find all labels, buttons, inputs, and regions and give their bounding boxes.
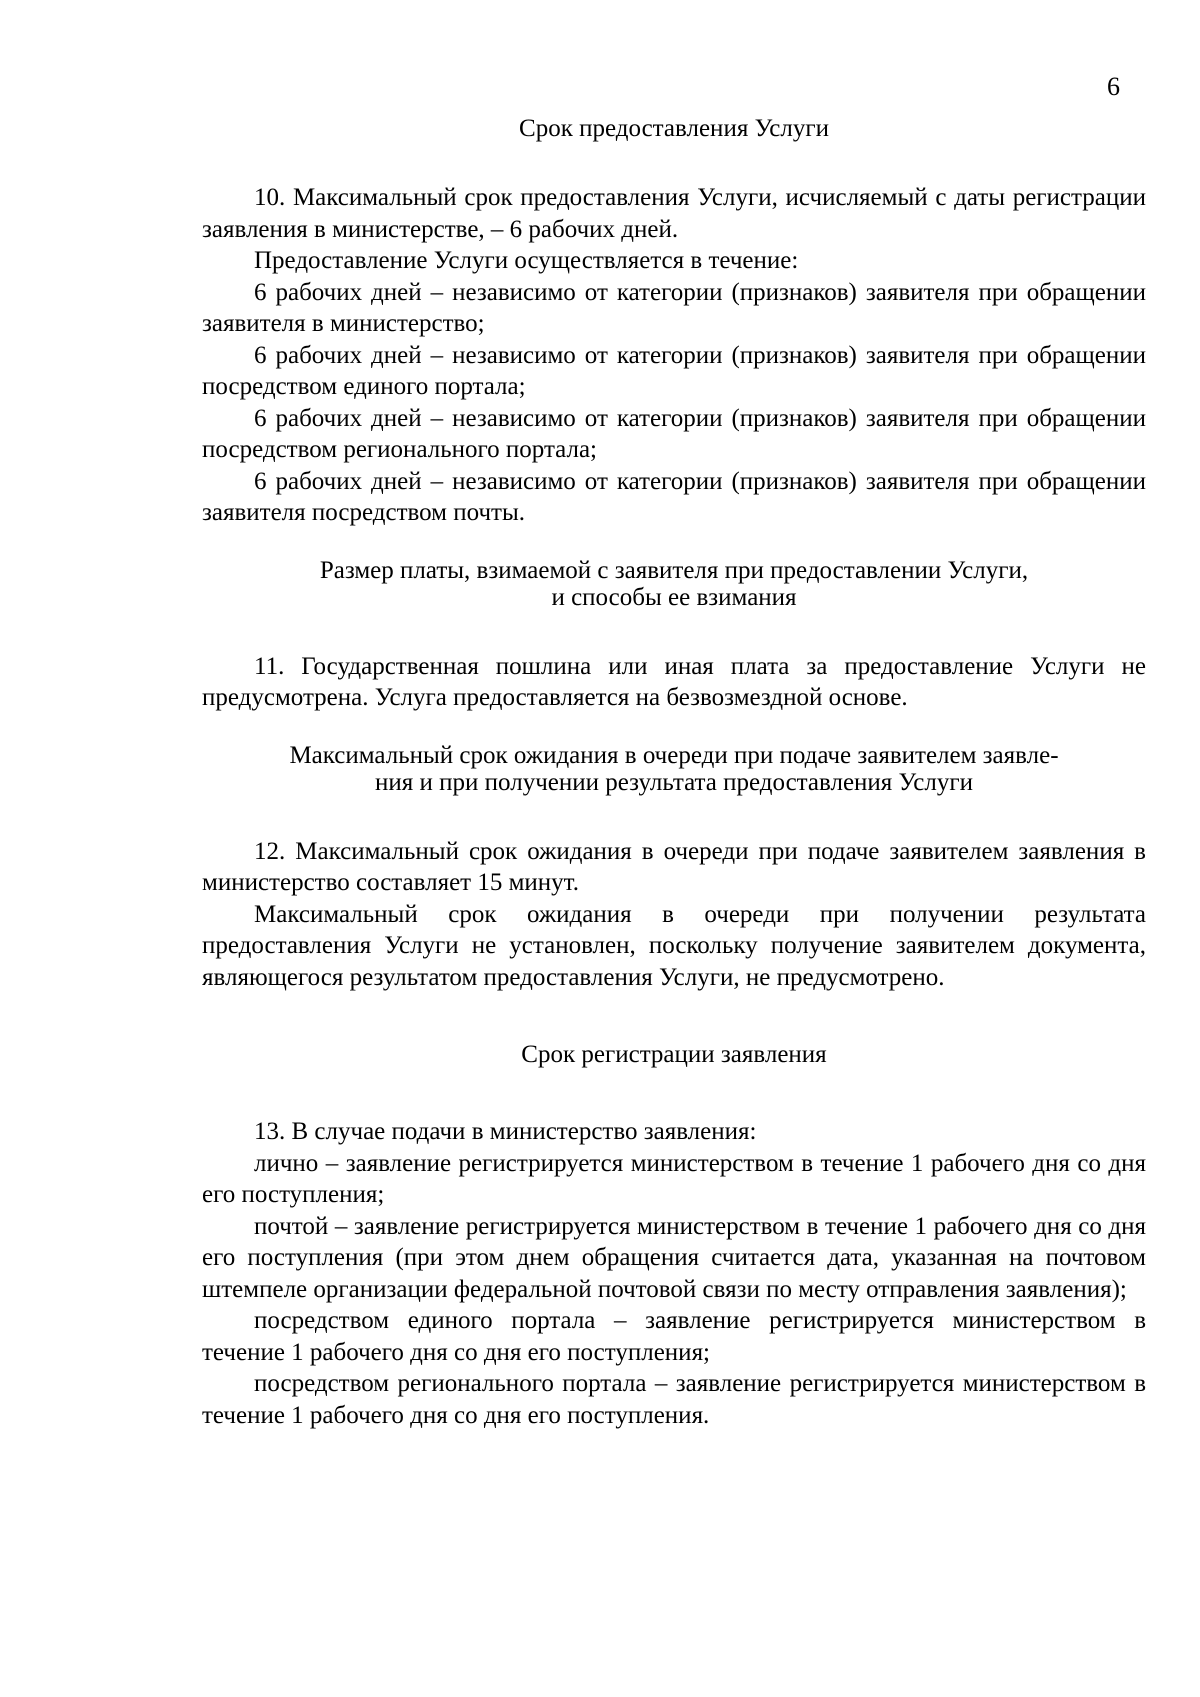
paragraph-term-ministry: 6 рабочих дней – независимо от категории (признаков) заявителя при обращении заявителя в министерство; [202, 278, 1146, 337]
paragraph-provision-intro: Предоставление Услуги осуществляется в течение: [254, 247, 799, 274]
section-heading-fee-line-2: и способы ее взимания [551, 583, 797, 611]
section-heading-queue-line-2: ния и при получении результата предоставления Услуги [375, 768, 973, 796]
section-heading-service-term: Срок предоставления Услуги [519, 115, 829, 142]
paragraph-11: 11. Государственная пошлина или иная плата за предоставление Услуги не предусмотрена. Услуга предоставляется на безвозмездной основе. [202, 652, 1146, 711]
section-heading-fee-line-1: Размер платы, взимаемой с заявителя при предоставлении Услуги, [319, 556, 1029, 584]
page-number: 6 [1107, 72, 1120, 101]
paragraph-reg-regional-portal: посредством регионального портала – заявление регистрируется министерством в течение 1 рабочего дня со дня его поступления. [202, 1370, 1146, 1429]
section-heading-queue-line-1: Максимальный срок ожидания в очереди при подаче заявителем заявле- [289, 741, 1059, 769]
paragraph-13: 13. В случае подачи в министерство заявления: [254, 1118, 757, 1145]
paragraph-10: 10. Максимальный срок предоставления Услуги, исчисляемый с даты регистрации заявления в министерстве, – 6 рабочих дней. [202, 184, 1146, 243]
paragraph-term-regional-portal: 6 рабочих дней – независимо от категории (признаков) заявителя при обращении посредством регионального портала; [202, 404, 1146, 463]
section-heading-fee [202, 557, 1146, 611]
paragraph-term-mail: 6 рабочих дней – независимо от категории (признаков) заявителя при обращении заявителя посредством почты. [202, 467, 1146, 526]
paragraph-term-unified-portal: 6 рабочих дней – независимо от категории (признаков) заявителя при обращении посредством единого портала; [202, 341, 1146, 400]
section-heading-queue [202, 742, 1146, 796]
document-body [202, 115, 1146, 1431]
section-heading-registration: Срок регистрации заявления [521, 1041, 827, 1068]
paragraph-reg-in-person: лично – заявление регистрируется министерством в течение 1 рабочего дня со дня его поступления; [202, 1149, 1146, 1208]
paragraph-reg-mail: почтой – заявление регистрируется министерством в течение 1 рабочего дня со дня его поступления (при этом днем обращения считается дата, указанная на почтовом штемпеле организации федеральной почтовой связи по месту отправления заявления); [202, 1212, 1146, 1303]
paragraph-12: 12. Максимальный срок ожидания в очереди при подаче заявителем заявления в министерство составляет 15 минут. [202, 837, 1146, 896]
paragraph-reg-unified-portal: посредством единого портала – заявление регистрируется министерством в течение 1 рабочего дня со дня его поступления; [202, 1307, 1146, 1366]
paragraph-queue-result: Максимальный срок ожидания в очереди при получении результата предоставления Услуги не установлен, поскольку получение заявителем документа, являющегося результатом предоставления Услуги, не предусмотрено. [202, 900, 1146, 991]
